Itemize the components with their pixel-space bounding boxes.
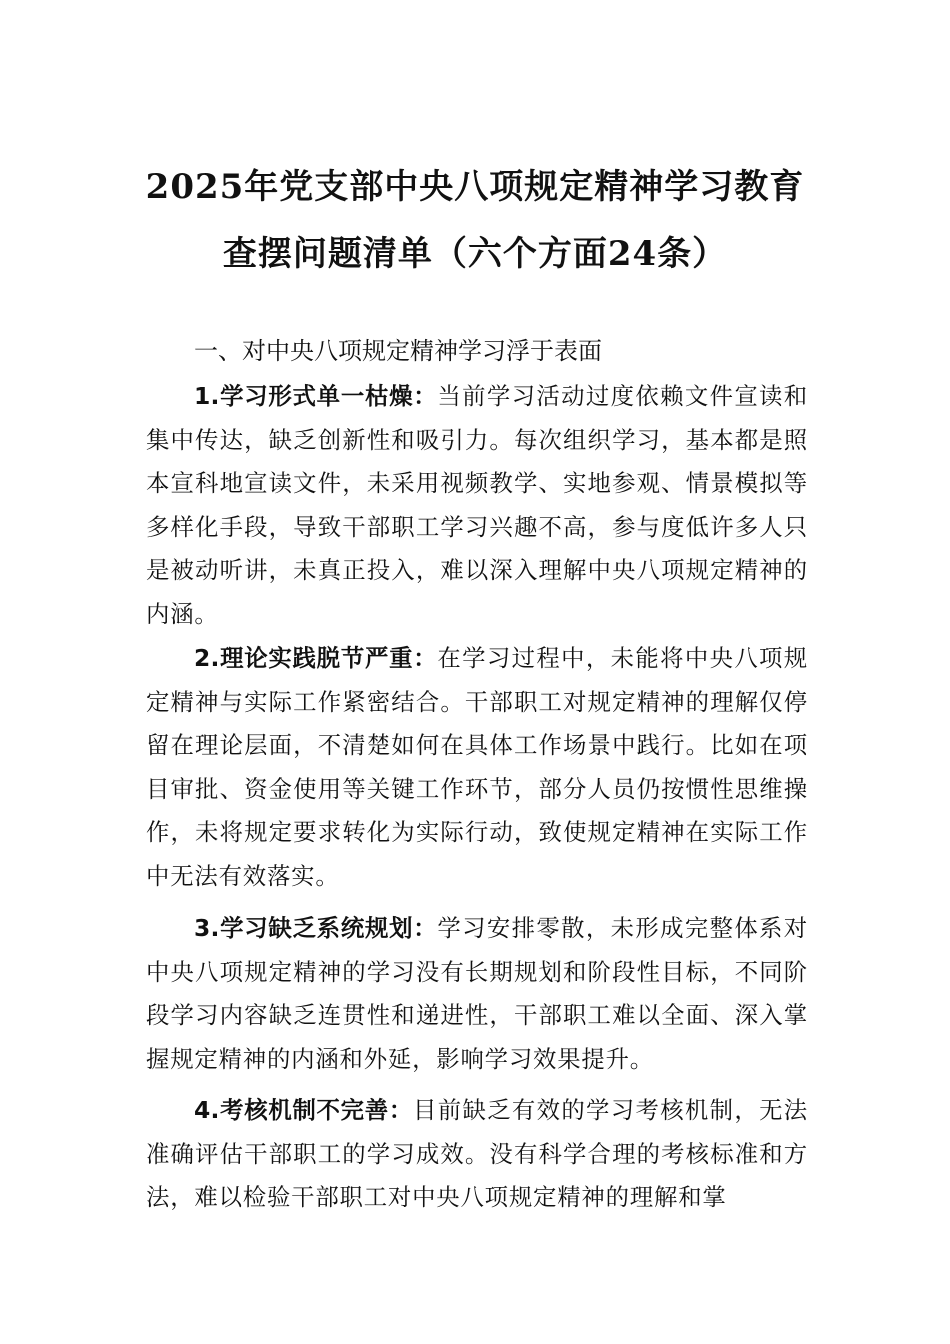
- section-heading: 一、对中央八项规定精神学习浮于表面: [194, 337, 602, 365]
- item-lead: 2.理论实践脱节严重：: [194, 644, 438, 672]
- list-item: [146, 375, 808, 637]
- list-item: [146, 1089, 808, 1220]
- item-text: 在学习过程中，未能将中央八项规定精神与实际工作紧密结合。干部职工对规定精神的理解仅停留在理论层面，不清楚如何在具体工作场景中践行。比如在项目审批、资金使用等关键工作环节，部分人员仍按惯性思维操作，未将规定要求转化为实际行动，致使规定精神在实际工作中无法有效落实。: [146, 644, 808, 890]
- item-text: 学习安排零散，未形成完整体系对中央八项规定精神的学习没有长期规划和阶段性目标，不同阶段学习内容缺乏连贯性和递进性，干部职工难以全面、深入掌握规定精神的内涵和外延，影响学习效果提升。: [146, 914, 808, 1073]
- list-item: [146, 637, 808, 899]
- item-lead: 3.学习缺乏系统规划：: [194, 914, 438, 942]
- list-item: [146, 907, 808, 1081]
- document-title-line-2: 查摆问题清单（六个方面24条）: [222, 234, 728, 274]
- document-title-line-1: 2025年党支部中央八项规定精神学习教育: [145, 167, 805, 207]
- item-text: 目前缺乏有效的学习考核机制，无法准确评估干部职工的学习成效。没有科学合理的考核标准和方法，难以检验干部职工对中央八项规定精神的理解和掌: [146, 1096, 808, 1212]
- item-lead: 1.学习形式单一枯燥：: [194, 382, 438, 410]
- item-lead: 4.考核机制不完善：: [194, 1096, 414, 1124]
- item-text: 当前学习活动过度依赖文件宣读和集中传达，缺乏创新性和吸引力。每次组织学习，基本都是照本宣科地宣读文件，未采用视频教学、实地参观、情景模拟等多样化手段，导致干部职工学习兴趣不高，参与度低许多人只是被动听讲，未真正投入，难以深入理解中央八项规定精神的内涵。: [146, 382, 808, 628]
